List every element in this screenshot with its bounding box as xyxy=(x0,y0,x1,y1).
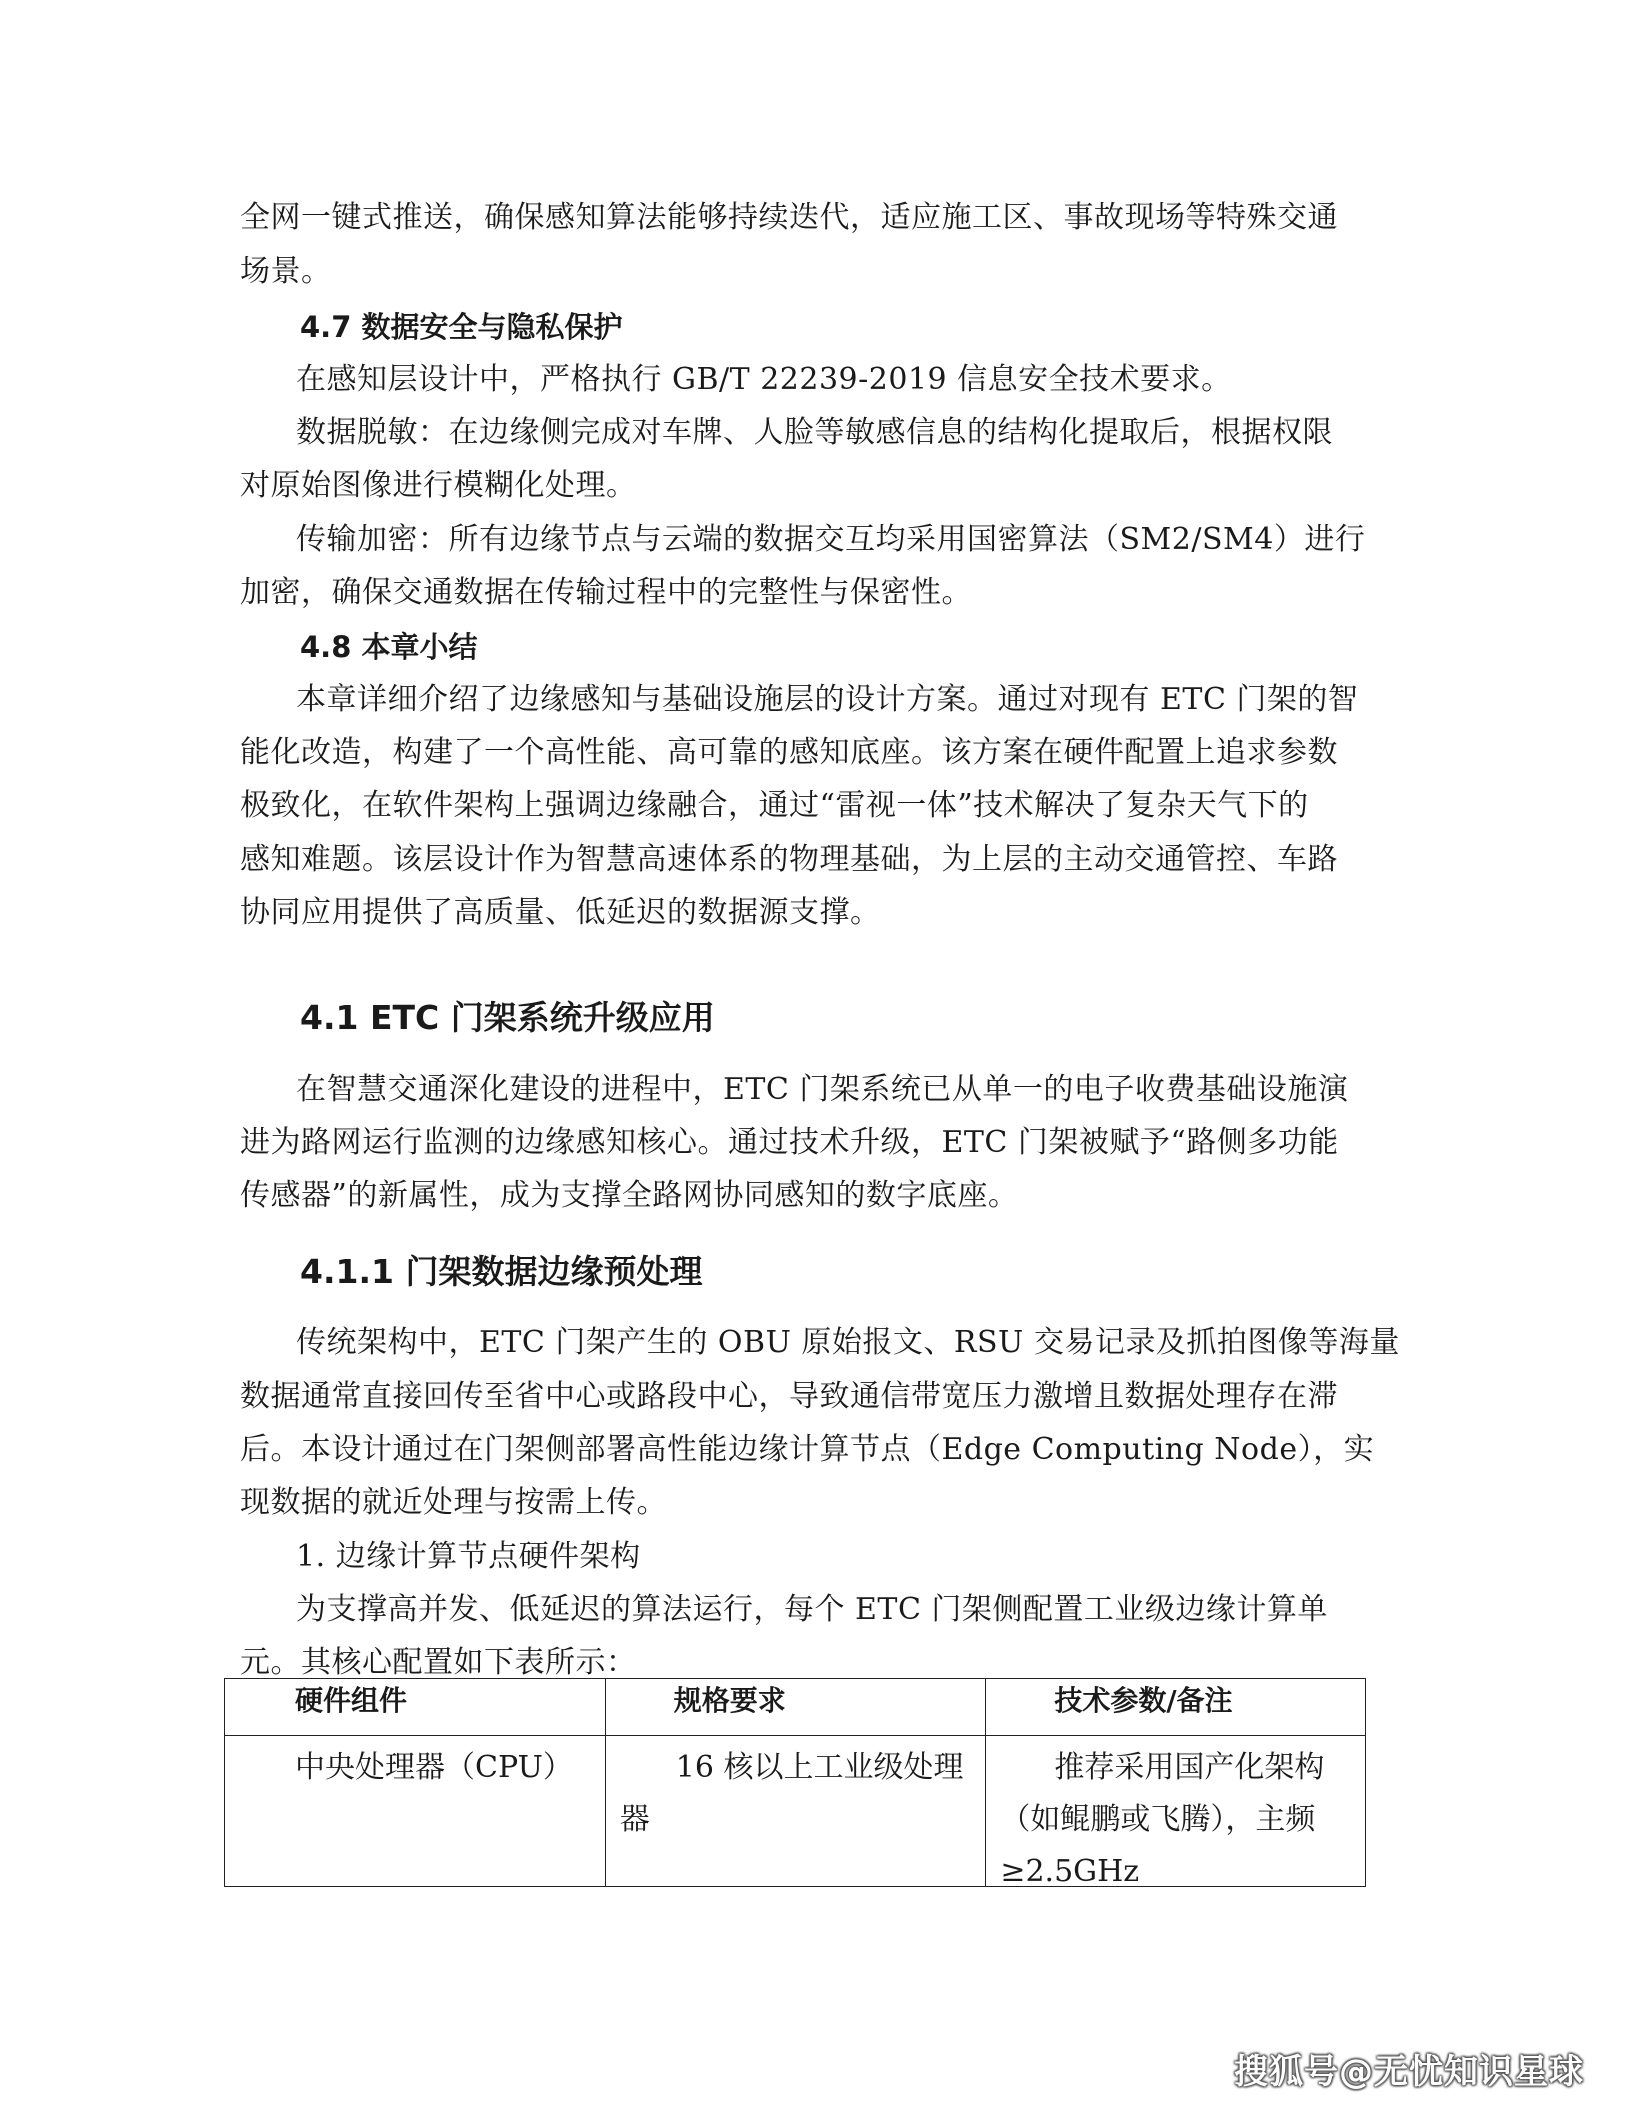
sec47-paragraph-3-line-1: 传输加密：所有边缘节点与云端的数据交互均采用国密算法（SM2/SM4）进行 xyxy=(296,522,1366,557)
table-header-row xyxy=(225,1679,1366,1736)
section-4-1-heading: 4.1 ETC 门架系统升级应用 xyxy=(300,998,715,1037)
table-header-note: 技术参数/备注 xyxy=(986,1679,1366,1736)
sec411-paragraph-2-line-1: 为支撑高并发、低延迟的算法运行，每个 ETC 门架侧配置工业级边缘计算单 xyxy=(296,1592,1328,1627)
cpu-note-line-1: 推荐采用国产化架构 xyxy=(1054,1750,1325,1785)
table-cell-note xyxy=(986,1736,1366,1887)
sec411-line-3: 后。本设计通过在门架侧部署高性能边缘计算节点（Edge Computing Node），实 xyxy=(240,1432,1375,1467)
section-4-8-heading: 4.8 本章小结 xyxy=(300,630,478,664)
table-cell-spec xyxy=(605,1736,986,1887)
sec411-line-4: 现数据的就近处理与按需上传。 xyxy=(240,1485,667,1520)
sec411-paragraph-2-line-2: 元。其核心配置如下表所示： xyxy=(240,1645,637,1680)
cpu-spec-line-2: 器 xyxy=(619,1802,650,1837)
section-4-7-heading: 4.7 数据安全与隐私保护 xyxy=(300,310,623,344)
table-header-component: 硬件组件 xyxy=(225,1679,606,1736)
section-4-1-1-heading: 4.1.1 门架数据边缘预处理 xyxy=(300,1252,703,1291)
cpu-note-line-2: （如鲲鹏或飞腾），主频 xyxy=(1000,1802,1316,1837)
sec48-line-1: 本章详细介绍了边缘感知与基础设施层的设计方案。通过对现有 ETC 门架的智 xyxy=(296,682,1359,717)
table-header-spec: 规格要求 xyxy=(605,1679,986,1736)
sec48-line-2: 能化改造，构建了一个高性能、高可靠的感知底座。该方案在硬件配置上追求参数 xyxy=(240,735,1338,770)
sec47-paragraph-3-line-2: 加密，确保交通数据在传输过程中的完整性与保密性。 xyxy=(240,575,972,610)
sec48-line-4: 感知难题。该层设计作为智慧高速体系的物理基础，为上层的主动交通管控、车路 xyxy=(240,842,1338,877)
continuation-line-1: 全网一键式推送，确保感知算法能够持续迭代，适应施工区、事故现场等特殊交通 xyxy=(240,200,1338,235)
cpu-note-cell xyxy=(986,1736,1365,1889)
sec47-paragraph-2-line-2: 对原始图像进行模糊化处理。 xyxy=(240,468,637,503)
cpu-spec-cell xyxy=(606,1736,986,1886)
sec41-line-3: 传感器”的新属性，成为支撑全路网协同感知的数字底座。 xyxy=(240,1178,1019,1213)
cpu-component-text: 中央处理器（CPU） xyxy=(295,1750,573,1785)
sec411-list-item-1: 1. 边缘计算节点硬件架构 xyxy=(296,1539,641,1574)
hardware-config-table xyxy=(224,1678,1366,1887)
sec41-line-1: 在智慧交通深化建设的进程中，ETC 门架系统已从单一的电子收费基础设施演 xyxy=(296,1072,1349,1107)
sec41-line-2: 进为路网运行监测的边缘感知核心。通过技术升级，ETC 门架被赋予“路侧多功能 xyxy=(240,1125,1339,1160)
sec48-line-5: 协同应用提供了高质量、低延迟的数据源支撑。 xyxy=(240,895,881,930)
table-cell-component xyxy=(225,1736,606,1887)
continuation-line-2: 场景。 xyxy=(240,254,332,289)
sec411-line-2: 数据通常直接回传至省中心或路段中心，导致通信带宽压力激增且数据处理存在滞 xyxy=(240,1379,1338,1414)
cpu-spec-line-1: 16 核以上工业级处理 xyxy=(675,1750,964,1785)
sohu-watermark: 搜狐号@无忧知识星球 xyxy=(1234,2052,1584,2092)
sec48-line-3: 极致化，在软件架构上强调边缘融合，通过“雷视一体”技术解决了复杂天气下的 xyxy=(240,788,1309,823)
sec411-line-1: 传统架构中，ETC 门架产生的 OBU 原始报文、RSU 交易记录及抓拍图像等海量 xyxy=(296,1325,1400,1360)
cpu-note-line-3: ≥2.5GHz xyxy=(1000,1854,1140,1889)
sec47-paragraph-2-line-1: 数据脱敏：在边缘侧完成对车牌、人脸等敏感信息的结构化提取后，根据权限 xyxy=(296,415,1333,450)
table-row xyxy=(225,1736,1366,1887)
sec47-paragraph-1: 在感知层设计中，严格执行 GB/T 22239-2019 信息安全技术要求。 xyxy=(296,362,1232,397)
